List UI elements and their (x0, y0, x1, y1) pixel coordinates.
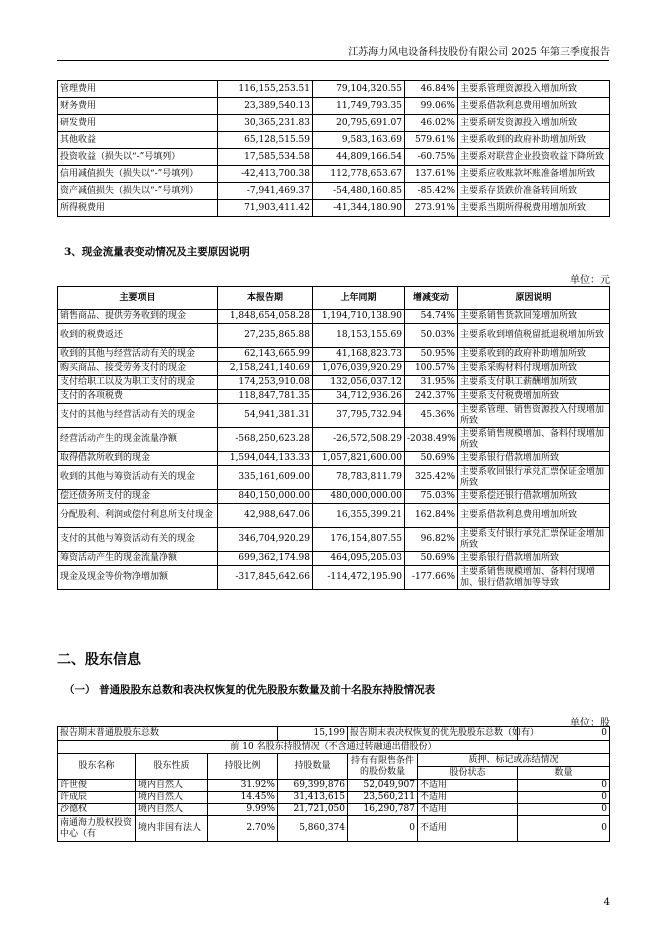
holder-name: 南通海力股权投资中心（有 (58, 816, 136, 842)
col-header-qty: 持股数量 (278, 754, 348, 780)
table-row (58, 149, 610, 166)
shareholder-row (58, 780, 610, 792)
shareholder-row (58, 792, 610, 804)
row-item: 收到的税费返还 (58, 324, 218, 348)
row-reason: 主要系借款利息费用增加所致 (458, 98, 610, 115)
total-holders-value: 15,199 (278, 727, 348, 741)
row-item: 管理费用 (58, 81, 218, 98)
row-change: -85.42% (405, 183, 458, 200)
col-header-change: 增减变动 (405, 287, 458, 310)
col-header-pledge-status: 股份状态 (418, 767, 518, 780)
row-reason: 主要系借款利息费用增加所致 (458, 504, 610, 528)
table-row (58, 166, 610, 183)
row-change: 162.84% (405, 504, 458, 528)
row-change: 75.03% (405, 490, 458, 504)
row-prior: 1,057,821,600.00 (313, 452, 405, 466)
row-item: 现金及现金等价物净增加额 (58, 566, 218, 590)
table-row (58, 132, 610, 149)
row-reason: 主要系销售规模增加、备料付现增加所致 (458, 428, 610, 452)
row-current: 23,389,540.13 (218, 98, 313, 115)
page-header: 江苏海力风电设备科技股份有限公司 2025 年第三季度报告 (348, 47, 610, 58)
row-current: -7,941,469.37 (218, 183, 313, 200)
row-prior: 480,000,000.00 (313, 490, 405, 504)
row-reason: 主要系管理、销售资源投入付现增加所致 (458, 404, 610, 428)
table-row (58, 528, 610, 552)
row-item: 支付的其他与筹资活动有关的现金 (58, 528, 218, 552)
row-item: 投资收益（损失以“-”号填列） (58, 149, 218, 166)
row-prior: 79,104,320.55 (313, 81, 405, 98)
col-header-reason: 原因说明 (458, 287, 610, 310)
row-current: -568,250,623.28 (218, 428, 313, 452)
row-current: 116,155,253.51 (218, 81, 313, 98)
row-current: -42,413,700.38 (218, 166, 313, 183)
table-row (58, 390, 610, 404)
col-header-nature: 股东性质 (136, 754, 208, 780)
holder-ratio: 31.92% (208, 780, 278, 792)
row-reason: 主要系偿还银行借款增加所致 (458, 490, 610, 504)
holder-ratio: 9.99% (208, 804, 278, 816)
row-change: 45.36% (405, 404, 458, 428)
row-current: 1,594,044,133.33 (218, 452, 313, 466)
row-reason: 主要系当期所得税费用增加所致 (458, 200, 610, 217)
holder-qty: 69,399,876 (278, 780, 348, 792)
table-row (58, 376, 610, 390)
holder-pledge-qty: 0 (518, 780, 610, 792)
row-change: -2038.49% (405, 428, 458, 452)
row-change: -177.66% (405, 566, 458, 590)
table-row (58, 98, 610, 115)
row-change: 50.69% (405, 452, 458, 466)
row-item: 销售商品、提供劳务收到的现金 (58, 310, 218, 324)
row-change: 96.82% (405, 528, 458, 552)
holder-pledge-status: 不适用 (418, 792, 518, 804)
row-item: 偿还债务所支付的现金 (58, 490, 218, 504)
row-reason: 主要系对联营企业投资收益下降所致 (458, 149, 610, 166)
row-change: 54.74% (405, 310, 458, 324)
row-item: 其他收益 (58, 132, 218, 149)
income-changes-table (57, 80, 610, 217)
holder-qty: 5,860,374 (278, 816, 348, 842)
holder-name: 许世俊 (58, 780, 136, 792)
header-divider (57, 60, 609, 61)
holder-restricted: 16,290,787 (348, 804, 418, 816)
row-prior: 20,795,691.07 (313, 115, 405, 132)
row-prior: 41,168,823.73 (313, 348, 405, 362)
row-current: 42,988,647.06 (218, 504, 313, 528)
table-row (58, 466, 610, 490)
row-prior: 11,749,793.35 (313, 98, 405, 115)
row-reason: 主要系研发资源投入增加所致 (458, 115, 610, 132)
table-row (58, 81, 610, 98)
row-prior: 132,056,037.12 (313, 376, 405, 390)
row-item: 分配股利、利润或偿付利息所支付现金 (58, 504, 218, 528)
row-reason: 主要系银行借款增加所致 (458, 452, 610, 466)
row-change: 99.06% (405, 98, 458, 115)
row-current: 840,150,000.00 (218, 490, 313, 504)
row-item: 收到的其他与筹资活动有关的现金 (58, 466, 218, 490)
row-item: 收到的其他与经营活动有关的现金 (58, 348, 218, 362)
row-change: 242.37% (405, 390, 458, 404)
shareholder-row (58, 804, 610, 816)
holder-restricted: 23,560,211 (348, 792, 418, 804)
row-prior: 34,712,936.26 (313, 390, 405, 404)
row-reason: 主要系管理资源投入增加所致 (458, 81, 610, 98)
row-current: 2,158,241,140.69 (218, 362, 313, 376)
row-reason: 主要系收到的政府补助增加所致 (458, 348, 610, 362)
row-item: 支付的其他与经营活动有关的现金 (58, 404, 218, 428)
row-current: 118,847,781.35 (218, 390, 313, 404)
row-reason: 主要系采购材料付现增加所致 (458, 362, 610, 376)
row-change: 137.61% (405, 166, 458, 183)
holder-pledge-qty: 0 (518, 816, 610, 842)
row-item: 取得借款所收到的现金 (58, 452, 218, 466)
row-item: 购买商品、接受劳务支付的现金 (58, 362, 218, 376)
holder-nature: 境内非国有法人 (136, 816, 208, 842)
row-current: 346,704,920.29 (218, 528, 313, 552)
row-reason: 主要系支付银行承兑汇票保证金增加所致 (458, 528, 610, 552)
holder-qty: 21,721,050 (278, 804, 348, 816)
col-header-current: 本报告期 (218, 287, 313, 310)
table-row (58, 362, 610, 376)
row-item: 财务费用 (58, 98, 218, 115)
holder-nature: 境内自然人 (136, 804, 208, 816)
holder-ratio: 14.45% (208, 792, 278, 804)
row-change: 46.84% (405, 81, 458, 98)
row-current: -317,845,642.66 (218, 566, 313, 590)
row-current: 699,362,174.98 (218, 552, 313, 566)
holder-name: 沙德权 (58, 804, 136, 816)
holder-pledge-qty: 0 (518, 804, 610, 816)
shareholder-row (58, 816, 610, 842)
row-change: 325.42% (405, 466, 458, 490)
row-prior: 464,095,205.03 (313, 552, 405, 566)
shareholder-section-title: 二、股东信息 (57, 652, 141, 668)
row-prior: 1,194,710,138.90 (313, 310, 405, 324)
row-change: 100.57% (405, 362, 458, 376)
row-current: 174,253,910.08 (218, 376, 313, 390)
shareholder-table (57, 726, 610, 842)
row-item: 筹资活动产生的现金流量净额 (58, 552, 218, 566)
holder-restricted: 52,049,907 (348, 780, 418, 792)
row-item: 支付给职工以及为职工支付的现金 (58, 376, 218, 390)
row-current: 17,585,534.58 (218, 149, 313, 166)
row-reason: 主要系销售规模增加、备料付现增加、银行借款增加等导致 (458, 566, 610, 590)
row-current: 27,235,865.88 (218, 324, 313, 348)
row-change: 31.95% (405, 376, 458, 390)
row-prior: -26,572,508.29 (313, 428, 405, 452)
holder-pledge-status: 不适用 (418, 816, 518, 842)
row-reason: 主要系收到增值税留抵退税增加所致 (458, 324, 610, 348)
row-reason: 主要系收回银行承兑汇票保证金增加所致 (458, 466, 610, 490)
holder-pledge-status: 不适用 (418, 780, 518, 792)
table-row (58, 490, 610, 504)
row-prior: 18,153,155.69 (313, 324, 405, 348)
col-header-item: 主要项目 (58, 287, 218, 310)
holder-nature: 境内自然人 (136, 780, 208, 792)
holder-restricted: 0 (348, 816, 418, 842)
table-row (58, 552, 610, 566)
row-reason: 主要系应收账款坏账准备增加所致 (458, 166, 610, 183)
row-item: 所得税费用 (58, 200, 218, 217)
table-row (58, 310, 610, 324)
table-row (58, 452, 610, 466)
row-item: 研发费用 (58, 115, 218, 132)
row-current: 335,161,609.00 (218, 466, 313, 490)
row-current: 54,941,381.31 (218, 404, 313, 428)
row-item: 资产减值损失（损失以“-”号填列） (58, 183, 218, 200)
row-prior: -114,472,195.90 (313, 566, 405, 590)
row-current: 30,365,231.83 (218, 115, 313, 132)
cashflow-section-title: 3、现金流量表变动情况及主要原因说明 (64, 246, 250, 258)
row-reason: 主要系支付税费增加所致 (458, 390, 610, 404)
cashflow-unit: 单位：元 (570, 275, 610, 286)
col-header-restricted: 持有有限售条件的股份数量 (348, 754, 418, 780)
table-row (58, 428, 610, 452)
table-row (58, 200, 610, 217)
row-item: 信用减值损失（损失以“-”号填列） (58, 166, 218, 183)
row-item: 支付的各项税费 (58, 390, 218, 404)
row-change: 579.61% (405, 132, 458, 149)
row-change: 50.69% (405, 552, 458, 566)
holder-name: 许成辰 (58, 792, 136, 804)
preferred-holders-value: 0 (518, 727, 610, 741)
col-header-ratio: 持股比例 (208, 754, 278, 780)
row-change: 50.95% (405, 348, 458, 362)
row-reason: 主要系销售货款回笼增加所致 (458, 310, 610, 324)
col-header-prior: 上年同期 (313, 287, 405, 310)
row-current: 1,848,654,058.28 (218, 310, 313, 324)
row-reason: 主要系收到的政府补助增加所致 (458, 132, 610, 149)
holder-pledge-status: 不适用 (418, 804, 518, 816)
row-reason: 主要系支付职工薪酬增加所致 (458, 376, 610, 390)
holder-nature: 境内自然人 (136, 792, 208, 804)
row-change: -60.75% (405, 149, 458, 166)
row-prior: 78,783,811.79 (313, 466, 405, 490)
row-prior: 176,154,807.55 (313, 528, 405, 552)
col-header-name: 股东名称 (58, 754, 136, 780)
row-prior: -54,480,160.85 (313, 183, 405, 200)
row-current: 71,903,411.42 (218, 200, 313, 217)
holder-ratio: 2.70% (208, 816, 278, 842)
row-current: 65,128,515.59 (218, 132, 313, 149)
cashflow-table (57, 286, 610, 590)
preferred-holders-label: 报告期末表决权恢复的优先股股东总数（如有） (348, 727, 518, 741)
table-row (58, 324, 610, 348)
row-change: 50.03% (405, 324, 458, 348)
row-reason: 主要系银行借款增加所致 (458, 552, 610, 566)
top10-title: 前 10 名股东持股情况（不含通过转融通出借股份） (58, 741, 610, 754)
row-prior: -41,344,180.90 (313, 200, 405, 217)
holder-qty: 31,413,615 (278, 792, 348, 804)
table-row (58, 504, 610, 528)
row-change: 273.91% (405, 200, 458, 217)
row-item: 经营活动产生的现金流量净额 (58, 428, 218, 452)
page-number: 4 (603, 897, 610, 908)
row-reason: 主要系存货跌价准备转回所致 (458, 183, 610, 200)
shareholder-subsection-title: （一） 普通股股东总数和表决权恢复的优先股股东数量及前十名股东持股情况表 (64, 684, 436, 696)
total-holders-label: 报告期末普通股股东总数 (58, 727, 278, 741)
table-row (58, 566, 610, 590)
col-header-pledge-qty: 数量 (518, 767, 610, 780)
table-row (58, 115, 610, 132)
col-header-pledge: 质押、标记或冻结情况 (418, 754, 610, 767)
row-prior: 9,583,163.69 (313, 132, 405, 149)
row-current: 62,143,665.99 (218, 348, 313, 362)
table-row (58, 348, 610, 362)
table-row (58, 404, 610, 428)
row-prior: 16,355,399.21 (313, 504, 405, 528)
row-change: 46.02% (405, 115, 458, 132)
row-prior: 37,795,732.94 (313, 404, 405, 428)
row-prior: 44,809,166.54 (313, 149, 405, 166)
row-prior: 112,778,653.67 (313, 166, 405, 183)
shareholder-unit: 单位：股 (570, 718, 610, 729)
table-row (58, 183, 610, 200)
row-prior: 1,076,039,920.29 (313, 362, 405, 376)
holder-pledge-qty: 0 (518, 792, 610, 804)
